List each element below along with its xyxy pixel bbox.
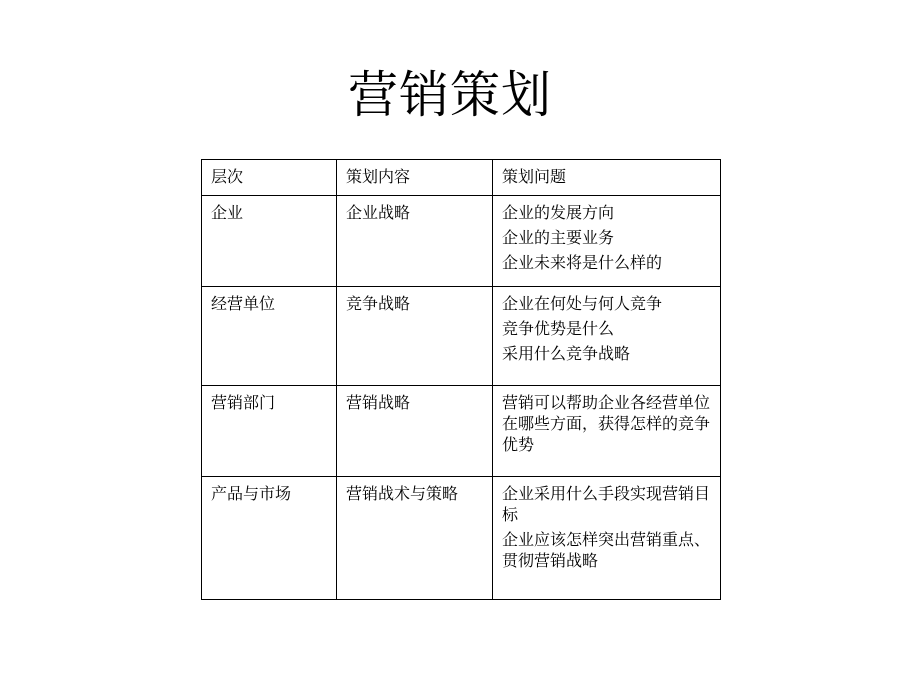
header-issues: 策划问题: [493, 160, 721, 196]
issue-line: 营销可以帮助企业各经营单位在哪些方面，获得怎样的竞争优势: [502, 393, 711, 454]
cell-content: 营销战术与策略: [337, 477, 493, 600]
cell-level: 营销部门: [202, 386, 337, 477]
cell-issues: [493, 287, 721, 386]
table-row: [202, 287, 721, 386]
cell-content: 企业战略: [337, 196, 493, 287]
table-row: [202, 386, 721, 477]
cell-issues: [493, 477, 721, 600]
table-header-row: [202, 160, 721, 196]
cell-issues: [493, 386, 721, 477]
table-row: [202, 477, 721, 600]
cell-content: 竞争战略: [337, 287, 493, 386]
marketing-plan-table: [201, 159, 721, 600]
issue-line: 竞争优势是什么: [502, 319, 615, 338]
issue-line: 企业采用什么手段实现营销目标: [502, 484, 711, 524]
cell-issues: [493, 196, 721, 287]
header-level: 层次: [202, 160, 337, 196]
issue-line: 企业未来将是什么样的: [502, 253, 663, 272]
cell-level: 企业: [202, 196, 337, 287]
issue-line: 企业应该怎样突出营销重点、贯彻营销战略: [502, 530, 711, 570]
issue-line: 企业在何处与何人竞争: [502, 294, 663, 313]
header-content: 策划内容: [337, 160, 493, 196]
cell-level: 经营单位: [202, 287, 337, 386]
issue-line: 企业的发展方向: [502, 203, 615, 222]
issue-line: 企业的主要业务: [502, 228, 615, 247]
table-row: [202, 196, 721, 287]
cell-content: 营销战略: [337, 386, 493, 477]
issue-line: 采用什么竞争战略: [502, 344, 631, 363]
cell-level: 产品与市场: [202, 477, 337, 600]
slide-title: 营销策划: [348, 66, 552, 124]
